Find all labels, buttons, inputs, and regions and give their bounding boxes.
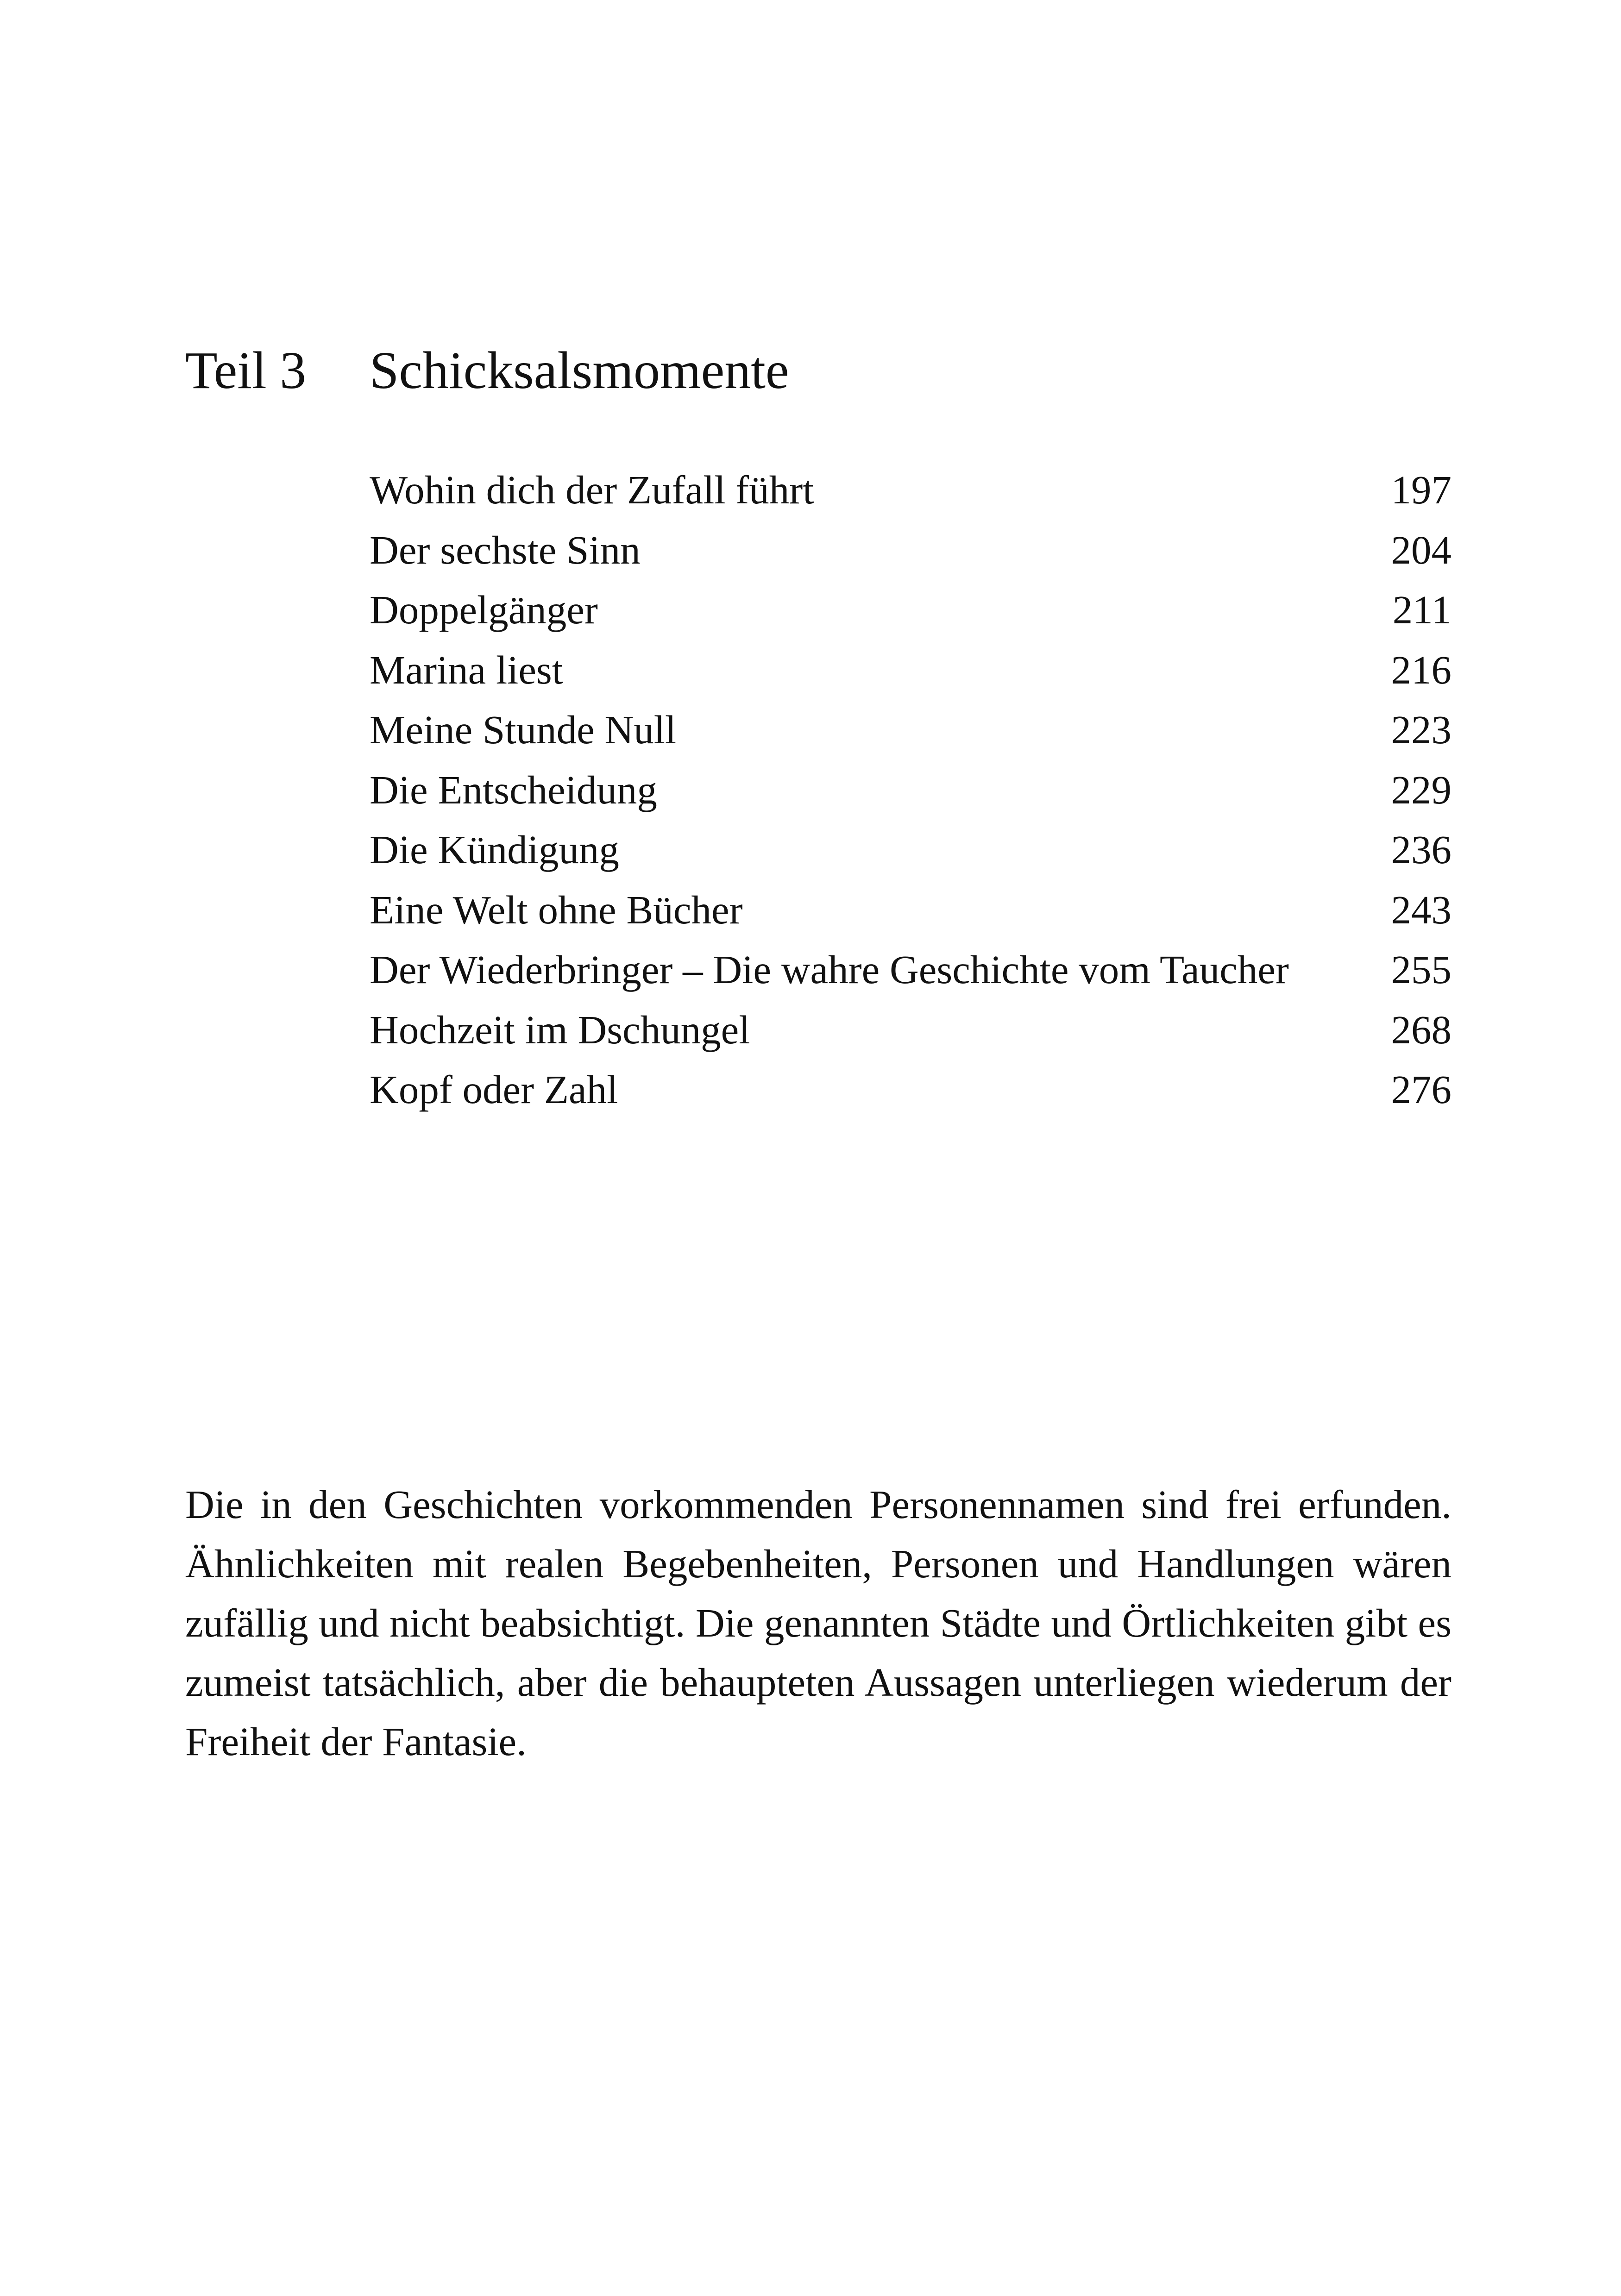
table-of-contents — [370, 460, 1451, 1120]
toc-entry-page: 268 — [1391, 1007, 1451, 1052]
toc-entry-page: 243 — [1391, 887, 1451, 932]
toc-entry — [370, 460, 1451, 520]
toc-entry — [370, 820, 1451, 880]
toc-entry — [370, 880, 1451, 940]
toc-entry — [370, 580, 1451, 640]
toc-entry — [370, 520, 1451, 580]
toc-entry-page: 229 — [1391, 767, 1451, 812]
toc-entry-title: Die Entscheidung — [370, 767, 657, 812]
toc-entry-title: Eine Welt ohne Bücher — [370, 887, 743, 932]
toc-entry-title: Hochzeit im Dschungel — [370, 1007, 750, 1052]
toc-entry-title: Die Kündigung — [370, 827, 619, 872]
toc-entry — [370, 640, 1451, 700]
toc-entry-page: 197 — [1391, 467, 1451, 512]
toc-entry-title: Meine Stunde Null — [370, 707, 677, 752]
toc-entry — [370, 700, 1451, 760]
toc-entry-title: Doppelgänger — [370, 587, 598, 632]
toc-entry-title: Kopf oder Zahl — [370, 1067, 618, 1112]
part-number: Teil 3 — [185, 341, 307, 400]
toc-entry-title: Wohin dich der Zufall führt — [370, 467, 814, 512]
toc-entry-page: 223 — [1391, 707, 1451, 752]
toc-entry-page: 211 — [1392, 587, 1451, 632]
toc-entry-page: 204 — [1391, 527, 1451, 572]
disclaimer-paragraph: Die in den Geschichten vorkommenden Personennamen sind frei erfunden. Ähnlichkeiten mit realen Begebenheiten, Personen und Handlungen wären zufällig und nicht beabsichtigt. Die genannten Städte und Örtlichkeiten gibt es zumeist tatsächlich, aber die behaupteten Aussagen unterliegen wiederum der Freiheit der Fantasie. — [185, 1482, 1451, 1764]
part-heading — [185, 333, 1436, 408]
toc-entry-title: Der sechste Sinn — [370, 527, 641, 572]
toc-entry-title: Marina liest — [370, 647, 563, 692]
toc-entry-page: 236 — [1391, 827, 1451, 872]
toc-entry — [370, 940, 1451, 1000]
toc-entry — [370, 1060, 1451, 1120]
part-title: Schicksalsmomente — [370, 341, 789, 400]
toc-entry-page: 276 — [1391, 1067, 1451, 1112]
toc-entry — [370, 760, 1451, 820]
toc-entry — [370, 1000, 1451, 1060]
toc-entry-title: Der Wiederbringer – Die wahre Geschichte vom Taucher — [370, 947, 1289, 992]
toc-entry-page: 216 — [1391, 647, 1451, 692]
toc-entry-page: 255 — [1391, 947, 1451, 992]
